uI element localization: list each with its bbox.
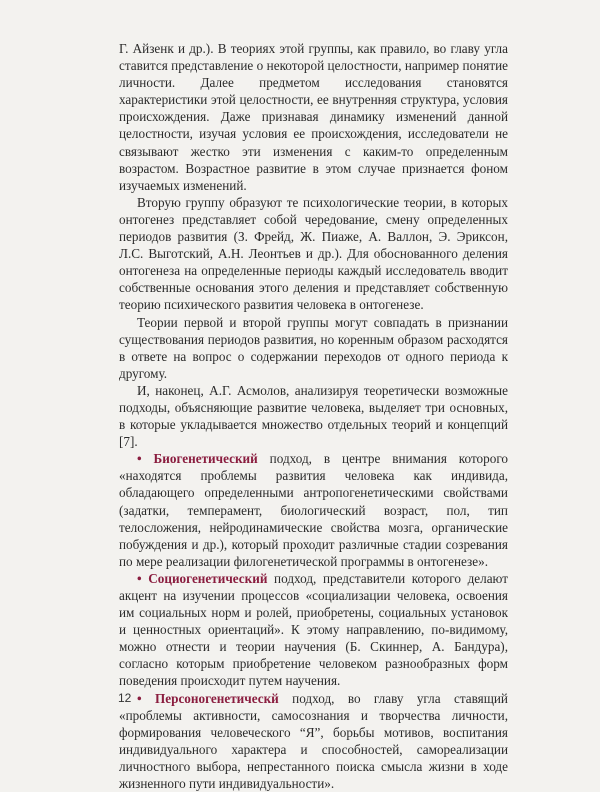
approach-text: подход, представители которого делают акцент на изучении процессов «социализации человека, освоения им социальных норм и ролей, приобретены, социальных установок и ценностных ориентаций». К этому направлению, по-видимому, можно отнести и теории научения (Б. Скиннер, А. Бандура), согласно которым приобретение человеком разнообразных форм поведения происходит путем научения. — [119, 570, 509, 689]
bullet-icon: • — [137, 451, 142, 467]
paragraph-4: И, наконец, А.Г. Асмолов, анализируя теоретически возможные подходы, объясняющие развитие человека, выделяет три основных, в которые укладывается множество отдельных теорий и концепций [7]. — [119, 382, 508, 450]
approach-biogenetic — [119, 450, 508, 570]
approach-term: Персоногенетическй — [155, 690, 279, 706]
bullet-icon: • — [137, 570, 142, 586]
paragraph-2: Вторую группу образуют те психологические теории, в которых онтогенез представляет собой чередование, смену определенных периодов развития (З. Фрейд, Ж. Пиаже, А. Валлон, Э. Эриксон, Л.С. Выготский, А.Н. Леонтьев и др.). Для обоснованного деления онтогенеза на определенные периоды каждый исследователь вводит собственные основания этого деления и представляет собственную теорию психического развития человека в онтогенезе. — [119, 194, 508, 313]
approach-term: Биогенетический — [153, 451, 258, 467]
page-number: 12 — [118, 691, 132, 705]
approach-term: Социогенетический — [148, 570, 268, 586]
approach-personogenetic — [119, 690, 508, 792]
approach-sociogenetic — [119, 570, 508, 690]
paragraph-3: Теории первой и второй группы могут совпадать в признании существования периодов развития, но коренным образом расходятся в ответе на вопрос о содержании переходов от одного периода к другому. — [119, 314, 508, 381]
approach-text: подход, во главу угла ставящий «проблемы активности, самосознания и творчества личности, формирования человеческого “Я”, борьбы мотивов, воспитания индивидуального характера и способностей, самореализации личностного выбора, непрестанного поиска смысла жизни в ходе жизненного пути индивидуальности». — [119, 690, 508, 792]
approach-text: подход, в центре внимания которого «находятся проблемы развития человека как индивида, обладающего определенными антропогенетическими свойствами (задатки, темперамент, биологический возраст, пол, тип телосложения, нейродинамические свойства мозга, органические побуждения и др.), который проходит различные стадии созревания по мере реализации филогенетической программы в онтогенезе». — [119, 451, 508, 569]
bullet-icon: • — [137, 690, 142, 706]
paragraph-1: Г. Айзенк и др.). В теориях этой группы, как правило, во главу угла ставится представление о некоторой целостности, например понятие личности. Далее предметом исследования становятся характеристики этой целостности, ее внутренняя структура, условия происхождения. Даже признавая динамику изменений данной целостности, изучая условия ее происхождения, исследователи не связывают жестко эти изменения с каким-то определенным возрастом. Возрастное развитие в этом случае признается фоном изучаемых изменений. — [119, 41, 508, 193]
page-body — [119, 40, 508, 792]
